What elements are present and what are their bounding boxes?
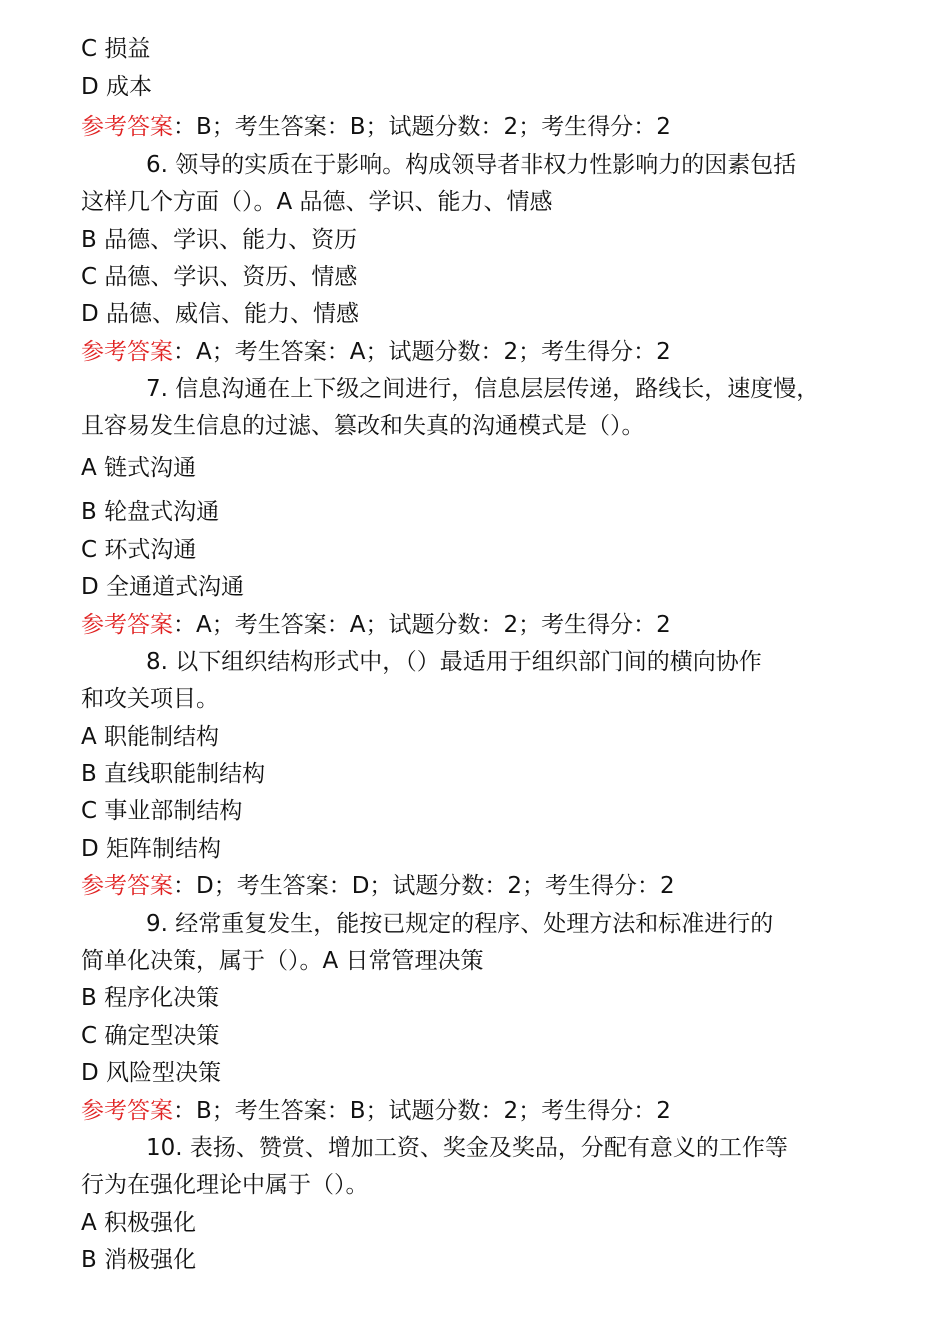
option-c: C 环式沟通 <box>81 537 197 563</box>
answer-detail: ：A；考生答案：A；试题分数：2；考生得分：2 <box>173 339 671 365</box>
answer-line <box>81 337 671 367</box>
question-7-text-cont: 且容易发生信息的过滤、篡改和失真的沟通模式是（）。 <box>81 413 645 439</box>
question-10-text-cont: 行为在强化理论中属于（）。 <box>81 1172 369 1198</box>
question-7-text: 7. 信息沟通在上下级之间进行，信息层层传递，路线长，速度慢， <box>146 376 820 402</box>
option-a: A 积极强化 <box>81 1210 197 1236</box>
option-b: B 消极强化 <box>81 1247 197 1273</box>
answer-detail: ：D；考生答案：D；试题分数：2；考生得分：2 <box>173 873 675 899</box>
option-d: D 全通道式沟通 <box>81 574 245 600</box>
question-8-text-cont: 和攻关项目。 <box>81 686 219 712</box>
answer-label: 参考答案 <box>81 1098 173 1124</box>
option-a: A 职能制结构 <box>81 724 220 750</box>
question-6-text-cont: 这样几个方面（）。A 品德、学识、能力、情感 <box>81 189 553 215</box>
answer-label: 参考答案 <box>81 612 173 638</box>
option-a: A 链式沟通 <box>81 455 197 481</box>
option-c: C 损益 <box>81 36 151 62</box>
answer-detail: ：A；考生答案：A；试题分数：2；考生得分：2 <box>173 612 671 638</box>
answer-line <box>81 112 671 142</box>
question-6-text: 6. 领导的实质在于影响。构成领导者非权力性影响力的因素包括 <box>146 152 797 178</box>
option-d: D 品德、威信、能力、情感 <box>81 301 360 327</box>
question-8-text: 8. 以下组织结构形式中，（）最适用于组织部门间的横向协作 <box>146 649 762 675</box>
answer-label: 参考答案 <box>81 873 173 899</box>
question-9-text: 9. 经常重复发生，能按已规定的程序、处理方法和标准进行的 <box>146 911 774 937</box>
answer-line <box>81 610 671 640</box>
option-d: D 矩阵制结构 <box>81 836 222 862</box>
option-c: C 确定型决策 <box>81 1023 220 1049</box>
option-d: D 风险型决策 <box>81 1060 222 1086</box>
option-b: B 轮盘式沟通 <box>81 499 220 525</box>
answer-label: 参考答案 <box>81 339 173 365</box>
option-c: C 事业部制结构 <box>81 798 243 824</box>
answer-label: 参考答案 <box>81 114 173 140</box>
answer-line <box>81 1096 671 1126</box>
option-c: C 品德、学识、资历、情感 <box>81 264 358 290</box>
option-b: B 程序化决策 <box>81 985 220 1011</box>
question-10-text: 10. 表扬、赞赏、增加工资、奖金及奖品，分配有意义的工作等 <box>146 1135 788 1161</box>
answer-line <box>81 871 675 901</box>
answer-detail: ：B；考生答案：B；试题分数：2；考生得分：2 <box>173 114 671 140</box>
option-b: B 直线职能制结构 <box>81 761 266 787</box>
option-d: D 成本 <box>81 74 153 100</box>
option-b: B 品德、学识、能力、资历 <box>81 227 358 253</box>
question-9-text-cont: 简单化决策，属于（）。A 日常管理决策 <box>81 948 484 974</box>
answer-detail: ：B；考生答案：B；试题分数：2；考生得分：2 <box>173 1098 671 1124</box>
